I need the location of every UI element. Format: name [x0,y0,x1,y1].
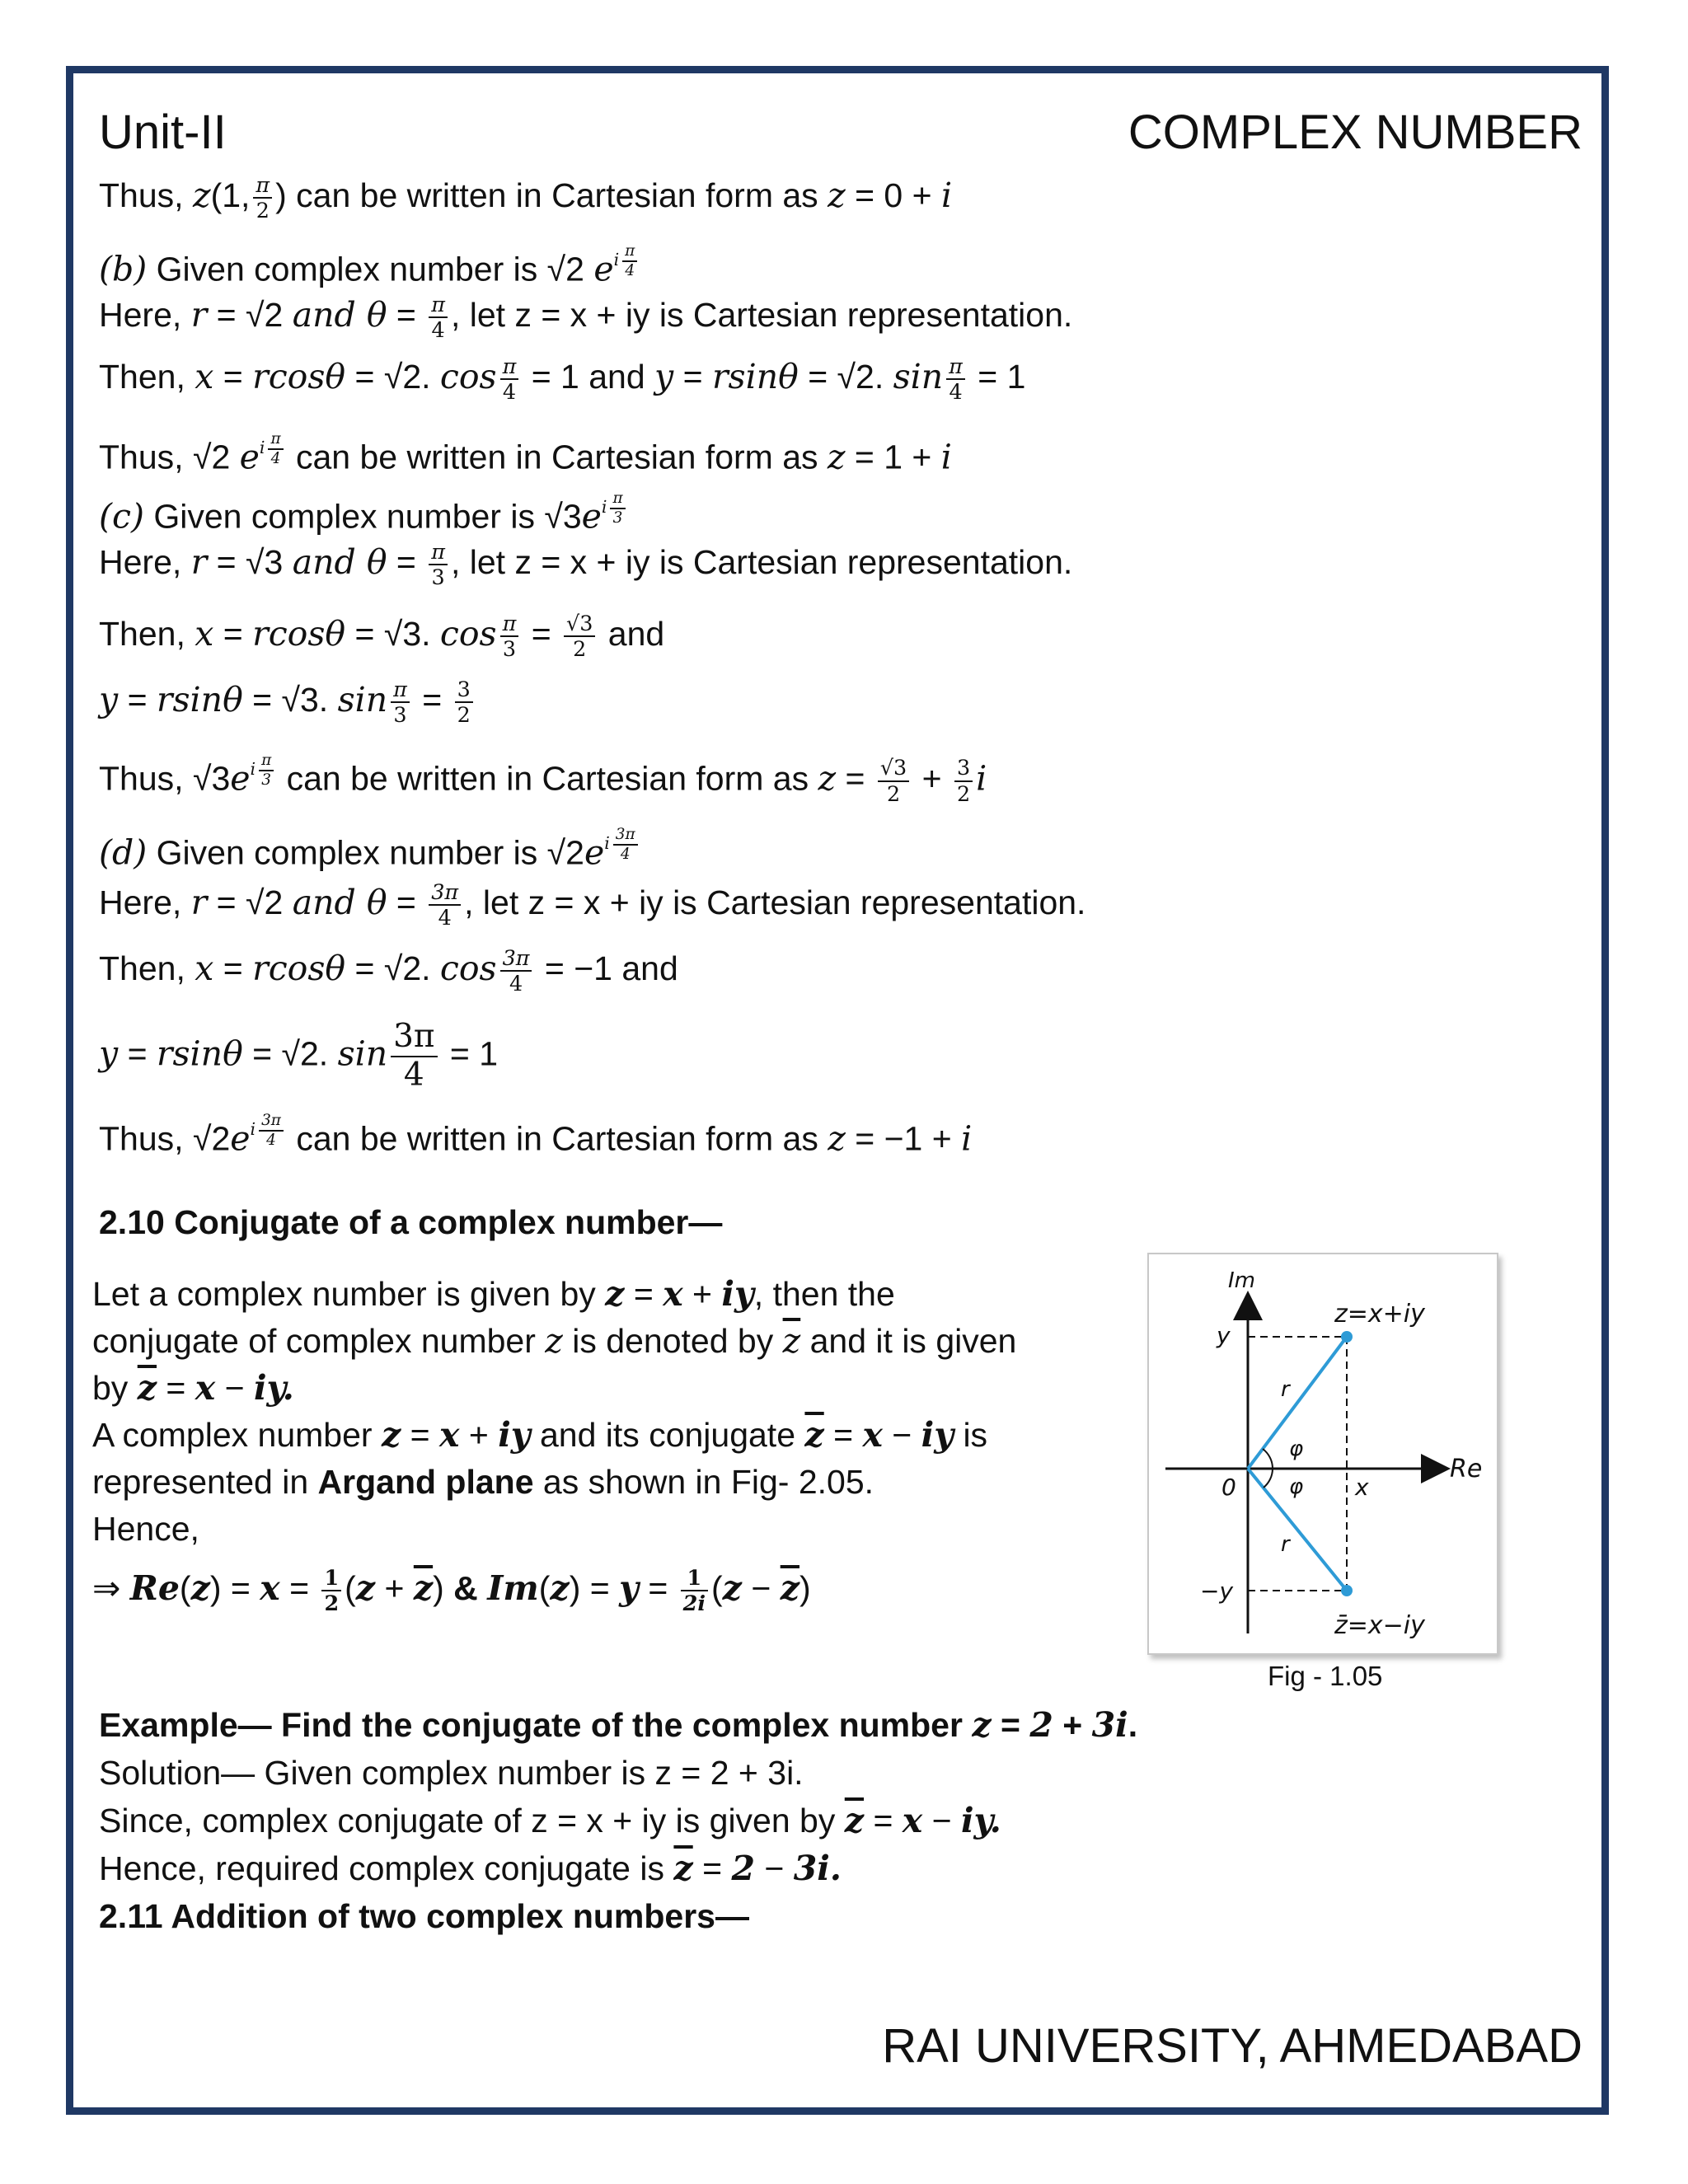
example-solution: Solution— Given complex number is z = 2 + 3i. [99,1754,804,1792]
thus-prefix: Thus, [99,176,184,215]
figure-caption: Fig - 1.05 [1268,1661,1383,1691]
thus-text: can be written in Cartesian form as [296,438,818,476]
here-prefix: Here, [99,296,182,335]
part-d-thus-line: Thus, $√2e^{i \frac{3\pi}{4}}$ can be written in Cartesian form as z = −1 + i [99,1112,973,1159]
part-d-given-line: (d) Given complex number is $√2e^{i \frac{3\pi}{4}}$ [99,823,641,873]
phi-label-upper: φ [1289,1436,1304,1461]
angle-arc-lower [1264,1469,1273,1488]
part-d-then-line: Then, x = rcosθ = √2. cos $\frac{3\pi}{4}$ = −1 and [99,945,678,996]
re-axis-label: Re [1450,1455,1483,1483]
then-tail: = −1 and [544,949,678,988]
thus-prefix: Thus, [99,438,184,476]
text-span: Since, complex conjugate of z = x + iy is given by [99,1802,836,1840]
example-since-line: Since, complex conjugate of z = x + iy is given by $\overline{z} = x$ − iy. [99,1801,1001,1840]
origin-label: 0 [1221,1474,1236,1501]
part-c-then-line: Then, x = rcosθ = √3. cos $\frac{\pi}{3}$ = $\frac{√3}{2}$ and [99,611,665,662]
text-span: is [963,1416,988,1454]
part-c-given-line: (c) Given complex number is $√3e^{i \frac{\pi}{3}}$ [99,486,629,537]
footer-university: RAI UNIVERSITY, AHMEDABAD [882,2019,1582,2073]
amp-sign: & [453,1569,478,1608]
part-c-thus-line: Thus, $√3e^{i \frac{\pi}{3}}$ can be written in Cartesian form as z = $\frac{√3}{2}$ + $\frac{3}{2}$ i [99,752,987,806]
text-span: , then the [753,1275,895,1313]
part-b-thus-line: Thus, √2 $e^{i \frac{\pi}{4}}$ can be written in Cartesian form as z = 1 + i [99,430,952,477]
neg-y-tick-label: −y [1200,1577,1234,1605]
conj-para-line-6: Hence, [92,1510,199,1548]
argand-plane-term: Argand plane [317,1463,534,1501]
thus-text: can be written in Cartesian form as [296,1119,818,1158]
text-span: by [92,1369,129,1407]
then-prefix: Then, [99,949,185,988]
zbar-point-label: z̄=x−iy [1334,1611,1425,1640]
im-axis-label: Im [1228,1268,1255,1293]
part-d-label: (d) [99,832,148,873]
given-text: Given complex number is [156,250,538,288]
given-text: Given complex number is [156,833,538,872]
section-2-11-heading: 2.11 Addition of two complex numbers— [99,1897,749,1935]
text-span: conjugate of complex number [92,1322,536,1360]
part-b-then-line: Then, x = rcosθ = √2. cos $\frac{\pi}{4}$ = 1 and y = rsinθ = √2. sin $\frac{\pi}{4}$ = 1 [99,354,1026,405]
here-suffix: let z = x + iy is Cartesian representation. [469,543,1073,582]
z-point [1341,1331,1353,1343]
text-span: and it is given [809,1322,1017,1360]
part-c-label: (c) [99,496,144,537]
conj-para-line-5 [92,1461,874,1502]
y-tail: = 1 [449,1034,499,1073]
part-c-y-line: y = rsinθ = √3. sin $\frac{\pi}{3}$ = $\frac{3}{2}$ [99,677,476,727]
text-span: A complex number [92,1416,373,1454]
and-word: and [588,358,645,396]
thus-prefix: Thus, [99,1119,184,1158]
text-span: is denoted by [572,1322,774,1360]
conj-para-line-2: conjugate of complex number z is denoted by $\overline{z}$ and it is given [92,1321,1017,1361]
here-suffix: let z = x + iy is Cartesian representation. [482,883,1086,922]
z-point-label: z=x+iy [1334,1300,1425,1329]
part-d-y-line: y = rsinθ = √2. sin $\frac{3\pi}{4}$ = 1 [99,1018,499,1094]
thus-prefix: Thus, [99,759,184,798]
conj-para-line-3: by $\overline{z} = x$ − iy. [92,1368,294,1408]
given-text: Given complex number is [153,497,535,536]
example-question: Example— Find the conjugate of the complex number z = 2 + 3i. [99,1705,1138,1745]
text-span: and its conjugate [540,1416,796,1454]
argand-figure [1147,1253,1498,1655]
part-b-here-line: Here, r = √2 and θ = $\frac{\pi}{4}$ , let z = x + iy is Cartesian representation. [99,292,1073,343]
part-a-thus-line: Thus, z(1, $\frac{\pi}{2}$ ) can be written in Cartesian form as z = 0 + i [99,172,953,223]
and-word: and [607,615,665,654]
thus-text: can be written in Cartesian form as [296,176,818,215]
part-b-given-line: (b) Given complex number is √2 $e^{i \frac{\pi}{4}}$ [99,239,640,289]
here-prefix: Here, [99,543,182,582]
example-hence-line: Hence, required complex conjugate is $\overline{z} = 2 - 3i$. [99,1849,842,1888]
thus-text: can be written in Cartesian form as [286,759,809,798]
r-label-lower: r [1281,1532,1290,1557]
part-d-here-line: Here, r = √2 and θ = $\frac{3\pi}{4}$ , let z = x + iy is Cartesian representation. [99,879,1086,930]
phi-label-lower: φ [1289,1474,1304,1499]
unit-title: Unit-II [99,105,227,159]
then-prefix: Then, [99,358,185,396]
conj-para-line-1: Let a complex number is given by z = x + iy, then the [92,1274,895,1314]
then-prefix: Then, [99,615,185,654]
re-im-formula: ⇒ Re(z) = x = $\frac{1}{2}$ $(z + \overline{z})$ & Im(z) = y = $\frac{1}{2i}$ $(z - \overline{z})$ [92,1565,811,1616]
section-2-10-heading: 2.10 Conjugate of a complex number— [99,1203,723,1241]
text-span: Example— Find the conjugate of the complex number [99,1706,963,1744]
text-span: Let a complex number is given by [92,1275,596,1313]
here-prefix: Here, [99,883,182,922]
zbar-point [1341,1585,1353,1596]
here-suffix: let z = x + iy is Cartesian representation. [469,296,1073,335]
argand-diagram [1149,1254,1497,1653]
text-span: Hence, required complex conjugate is [99,1849,664,1887]
x-tick-label: x [1355,1474,1369,1501]
y-tick-label: y [1217,1322,1231,1349]
text-span: represented in [92,1463,309,1501]
part-b-label: (b) [99,249,148,289]
r-label-upper: r [1281,1377,1290,1402]
part-c-here-line: Here, r = √3 and θ = $\frac{\pi}{3}$ , let z = x + iy is Cartesian representation. [99,539,1073,590]
topic-title: COMPLEX NUMBER [1128,105,1582,159]
angle-arc-upper [1263,1449,1273,1469]
conj-para-line-4: A complex number z = x + iy and its conjugate $\overline{z} = x$ − iy is [92,1415,988,1455]
text-span: as shown in Fig- 2.05. [542,1463,874,1501]
